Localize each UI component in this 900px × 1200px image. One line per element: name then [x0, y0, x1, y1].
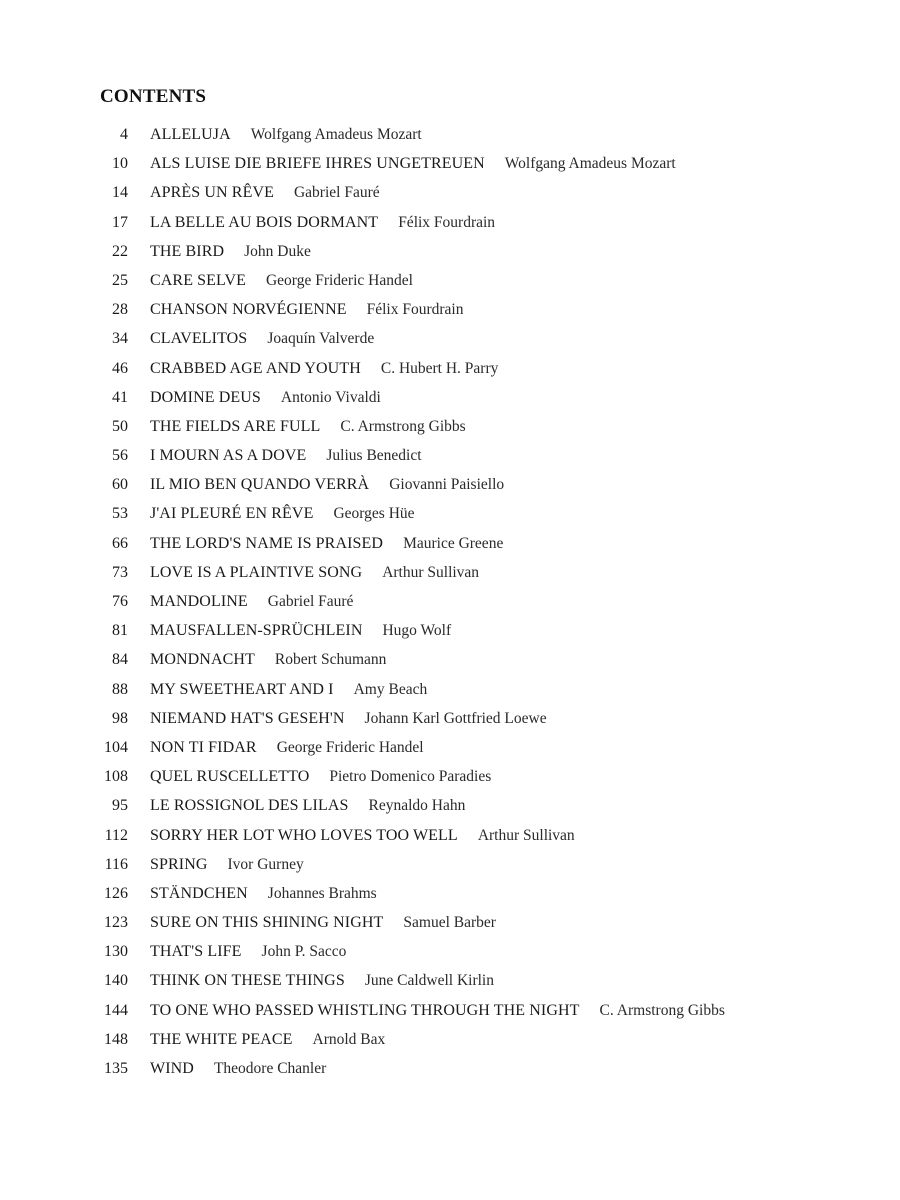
- composer-name: Ivor Gurney: [227, 855, 304, 873]
- entry-text: [150, 762, 491, 791]
- entry-text: [150, 412, 466, 441]
- page-number: 14: [112, 184, 128, 202]
- composer-name: Pietro Domenico Paradies: [329, 768, 492, 786]
- page-number: 130: [104, 943, 128, 961]
- toc-entry: [0, 208, 900, 237]
- song-title: CARE SELVE: [150, 271, 246, 289]
- composer-name: Félix Fourdrain: [398, 213, 496, 231]
- composer-name: Arthur Sullivan: [382, 563, 480, 581]
- toc-entry: [0, 295, 900, 324]
- toc-entry: [0, 470, 900, 499]
- song-title: THE FIELDS ARE FULL: [150, 417, 321, 435]
- toc-entry: [0, 879, 900, 908]
- page-number: 108: [104, 768, 128, 786]
- song-title: I MOURN AS A DOVE: [150, 447, 307, 465]
- page-number: 34: [112, 330, 128, 348]
- page-number: 73: [112, 563, 128, 581]
- composer-name: Julius Benedict: [326, 447, 422, 465]
- page-number: 22: [112, 242, 128, 260]
- composer-name: John Duke: [244, 242, 311, 260]
- page-number: 25: [112, 271, 128, 289]
- contents-list: [0, 120, 900, 1083]
- page-number: 56: [112, 447, 128, 465]
- song-title: QUEL RUSCELLETTO: [150, 768, 310, 786]
- entry-text: [150, 996, 725, 1025]
- toc-entry: [0, 558, 900, 587]
- toc-entry: [0, 616, 900, 645]
- composer-name: Antonio Vivaldi: [280, 388, 381, 406]
- song-title: STÄNDCHEN: [150, 884, 248, 902]
- song-title: SORRY HER LOT WHO LOVES TOO WELL: [150, 826, 458, 844]
- toc-entry: [0, 120, 900, 149]
- entry-text: [150, 178, 380, 207]
- toc-entry: [0, 645, 900, 674]
- composer-name: Amy Beach: [353, 680, 428, 698]
- song-title: THE BIRD: [150, 242, 225, 260]
- entry-text: [150, 908, 496, 937]
- composer-name: Wolfgang Amadeus Mozart: [504, 155, 676, 173]
- song-title: TO ONE WHO PASSED WHISTLING THROUGH THE NIGHT: [150, 1001, 580, 1019]
- toc-entry: [0, 996, 900, 1025]
- page-number: 81: [112, 622, 128, 640]
- composer-name: Arthur Sullivan: [477, 826, 575, 844]
- song-title: MY SWEETHEART AND I: [150, 680, 334, 698]
- entry-text: [150, 1025, 385, 1054]
- song-title: DOMINE DEUS: [150, 388, 261, 406]
- page-number: 104: [104, 738, 128, 756]
- page-number: 50: [112, 417, 128, 435]
- entry-text: [150, 966, 494, 995]
- composer-name: Wolfgang Amadeus Mozart: [250, 126, 422, 143]
- entry-text: [150, 704, 547, 733]
- page-number: 112: [104, 826, 128, 844]
- composer-name: Gabriel Fauré: [267, 593, 354, 610]
- toc-entry: [0, 966, 900, 995]
- song-title: NON TI FIDAR: [150, 738, 257, 756]
- toc-entry: [0, 499, 900, 528]
- toc-entry: [0, 704, 900, 733]
- entry-text: [150, 237, 311, 266]
- page-number: 95: [112, 797, 128, 815]
- composer-name: Theodore Chanler: [213, 1060, 327, 1077]
- page-number: 66: [112, 534, 128, 552]
- toc-entry: [0, 937, 900, 966]
- page-number: 46: [112, 359, 128, 377]
- song-title: LOVE IS A PLAINTIVE SONG: [150, 563, 363, 581]
- page-number: 144: [104, 1001, 128, 1019]
- song-title: IL MIO BEN QUANDO VERRÀ: [150, 476, 370, 494]
- toc-entry: [0, 587, 900, 616]
- entry-text: [150, 616, 451, 645]
- page-number: 76: [112, 593, 128, 610]
- toc-entry: [0, 908, 900, 937]
- entry-text: [150, 470, 504, 499]
- entry-text: [150, 529, 503, 558]
- composer-name: George Frideric Handel: [265, 271, 413, 289]
- toc-entry: [0, 1054, 900, 1083]
- page-number: 116: [104, 855, 128, 873]
- song-title: CHANSON NORVÉGIENNE: [150, 301, 347, 319]
- page-number: 140: [104, 972, 128, 990]
- composer-name: John P. Sacco: [261, 943, 347, 961]
- composer-name: George Frideric Handel: [276, 738, 424, 756]
- song-title: THINK ON THESE THINGS: [150, 972, 345, 990]
- composer-name: C. Hubert H. Parry: [380, 359, 499, 377]
- entry-text: [150, 208, 495, 237]
- toc-entry: [0, 762, 900, 791]
- entry-text: [150, 733, 424, 762]
- song-title: CLAVELITOS: [150, 330, 248, 348]
- entry-text: [150, 324, 374, 353]
- composer-name: June Caldwell Kirlin: [364, 972, 494, 990]
- song-title: NIEMAND HAT'S GESEH'N: [150, 709, 345, 727]
- contents-heading: CONTENTS: [100, 86, 207, 107]
- entry-text: [150, 821, 575, 850]
- toc-entry: [0, 178, 900, 207]
- page-number: 126: [104, 884, 128, 902]
- toc-entry: [0, 383, 900, 412]
- composer-name: Johann Karl Gottfried Loewe: [364, 709, 547, 727]
- song-title: THE LORD'S NAME IS PRAISED: [150, 534, 384, 552]
- toc-entry: [0, 791, 900, 820]
- entry-text: [150, 499, 415, 528]
- composer-name: Reynaldo Hahn: [368, 797, 466, 815]
- entry-text: [150, 587, 353, 616]
- composer-name: Giovanni Paisiello: [389, 476, 505, 494]
- page-number: 17: [112, 213, 128, 231]
- page-number: 41: [112, 388, 128, 406]
- toc-entry: [0, 675, 900, 704]
- page-number: 98: [112, 709, 128, 727]
- composer-name: Joaquín Valverde: [267, 330, 375, 348]
- composer-name: C. Armstrong Gibbs: [340, 417, 466, 435]
- page-number: 148: [104, 1030, 128, 1048]
- song-title: APRÈS UN RÊVE: [150, 184, 274, 202]
- entry-text: [150, 645, 386, 674]
- song-title: ALS LUISE DIE BRIEFE IHRES UNGETREUEN: [150, 155, 485, 173]
- composer-name: Johannes Brahms: [267, 884, 377, 902]
- toc-entry: [0, 821, 900, 850]
- composer-name: Félix Fourdrain: [366, 301, 464, 319]
- toc-entry: [0, 529, 900, 558]
- song-title: THAT'S LIFE: [150, 943, 242, 961]
- song-title: ALLELUJA: [150, 126, 231, 143]
- page-number: 88: [112, 680, 128, 698]
- page-number: 135: [104, 1060, 128, 1077]
- song-title: MANDOLINE: [150, 593, 248, 610]
- entry-text: [150, 558, 479, 587]
- composer-name: Hugo Wolf: [382, 622, 452, 640]
- toc-entry: [0, 354, 900, 383]
- song-title: WIND: [150, 1060, 194, 1077]
- song-title: LA BELLE AU BOIS DORMANT: [150, 213, 379, 231]
- toc-entry: [0, 237, 900, 266]
- entry-text: [150, 149, 676, 178]
- toc-entry: [0, 324, 900, 353]
- entry-text: [150, 675, 427, 704]
- page-number: 10: [112, 155, 128, 173]
- song-title: SURE ON THIS SHINING NIGHT: [150, 914, 384, 932]
- page-number: 123: [104, 914, 128, 932]
- page-number: 53: [112, 505, 128, 523]
- composer-name: Georges Hüe: [333, 505, 415, 523]
- composer-name: Maurice Greene: [403, 534, 504, 552]
- composer-name: Gabriel Fauré: [293, 184, 380, 202]
- song-title: MONDNACHT: [150, 651, 255, 669]
- composer-name: C. Armstrong Gibbs: [599, 1001, 725, 1019]
- song-title: CRABBED AGE AND YOUTH: [150, 359, 361, 377]
- toc-entry: [0, 412, 900, 441]
- toc-entry: [0, 149, 900, 178]
- composer-name: Robert Schumann: [274, 651, 387, 669]
- entry-text: [150, 295, 464, 324]
- page-number: 84: [112, 651, 128, 669]
- entry-text: [150, 937, 346, 966]
- toc-entry: [0, 1025, 900, 1054]
- entry-text: [150, 383, 381, 412]
- toc-entry: [0, 441, 900, 470]
- entry-text: [150, 266, 413, 295]
- composer-name: Samuel Barber: [403, 914, 496, 932]
- song-title: J'AI PLEURÉ EN RÊVE: [150, 505, 314, 523]
- page-number: 60: [112, 476, 128, 494]
- entry-text: [150, 120, 422, 149]
- entry-text: [150, 879, 377, 908]
- entry-text: [150, 850, 304, 879]
- entry-text: [150, 791, 465, 820]
- entry-text: [150, 441, 422, 470]
- toc-entry: [0, 266, 900, 295]
- page-number: 28: [112, 301, 128, 319]
- song-title: MAUSFALLEN-SPRÜCHLEIN: [150, 622, 363, 640]
- song-title: SPRING: [150, 855, 208, 873]
- song-title: LE ROSSIGNOL DES LILAS: [150, 797, 349, 815]
- entry-text: [150, 354, 498, 383]
- toc-entry: [0, 850, 900, 879]
- toc-entry: [0, 733, 900, 762]
- entry-text: [150, 1054, 326, 1083]
- song-title: THE WHITE PEACE: [150, 1030, 293, 1048]
- composer-name: Arnold Bax: [312, 1030, 386, 1048]
- page-number: 4: [120, 126, 128, 143]
